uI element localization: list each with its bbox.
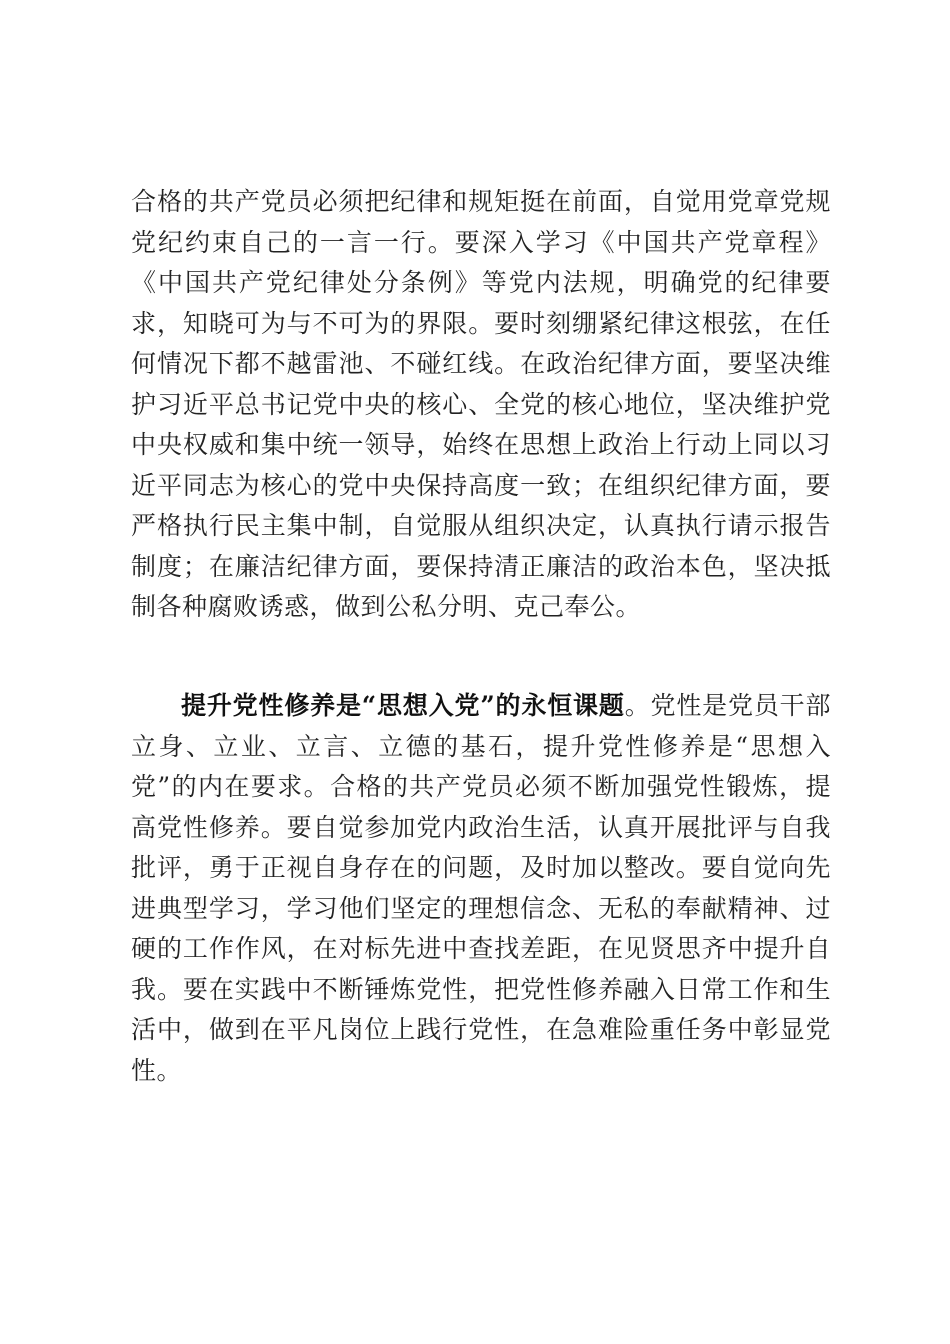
paragraph-text: 合格的共产党员必须把纪律和规矩挺在前面，自觉用党章党规党纪约束自己的一言一行。要深入学习《中国共产党章程》《中国共产党纪律处分条例》等党内法规，明确党的纪律要求，知晓可为与不可为的界限。要时刻绷紧纪律这根弦，在任何情况下都不越雷池、不碰红线。在政治纪律方面，要坚决维护习近平总书记党中央的核心、全党的核心地位，坚决维护党中央权威和集中统一领导，始终在思想上政治上行动上同以习近平同志为核心的党中央保持高度一致；在组织纪律方面，要严格执行民主集中制，自觉服从组织决定，认真执行请示报告制度；在廉洁纪律方面，要保持清正廉洁的政治本色，坚决抵制各种腐败诱惑，做到公私分明、克己奉公。 <box>131 187 831 621</box>
paragraph-discipline <box>131 182 831 628</box>
paragraph-party-spirit <box>131 686 831 1091</box>
paragraph-lead-heading: 提升党性修养是“思想入党”的永恒课题 <box>181 691 625 720</box>
paragraph-text: 。党性是党员干部立身、立业、立言、立德的基石，提升党性修养是“思想入党”的内在要求。合格的共产党员必须不断加强党性锻炼，提高党性修养。要自觉参加党内政治生活，认真开展批评与自我批评，勇于正视自身存在的问题，及时加以整改。要自觉向先进典型学习，学习他们坚定的理想信念、无私的奉献精神、过硬的工作作风，在对标先进中查找差距，在见贤思齐中提升自我。要在实践中不断锤炼党性，把党性修养融入日常工作和生活中，做到在平凡岗位上践行党性，在急难险重任务中彰显党性。 <box>131 691 831 1085</box>
